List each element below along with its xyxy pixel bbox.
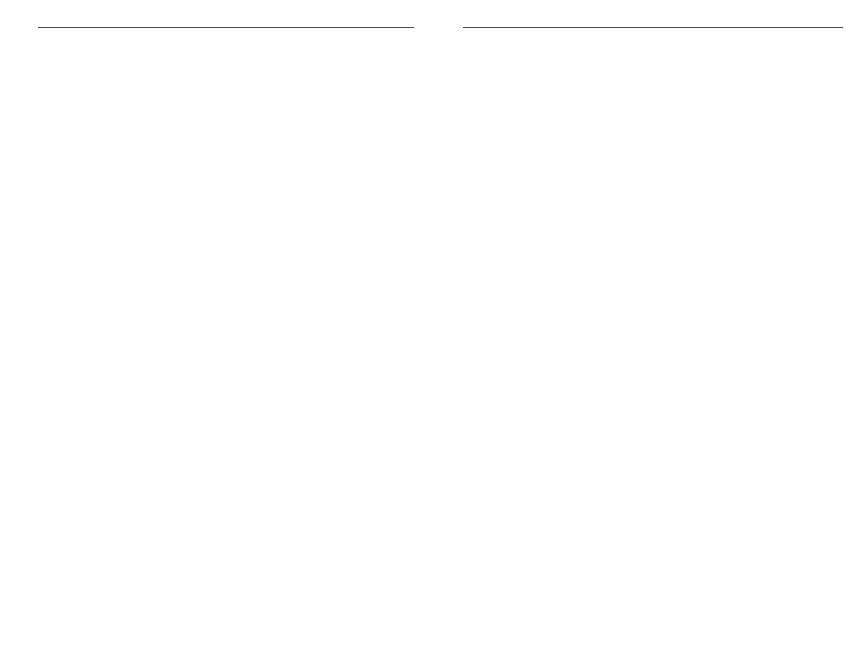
left-page: [38, 20, 414, 632]
right-page: [463, 20, 843, 632]
running-head-left: [38, 20, 414, 28]
bee-development-diagram: [463, 46, 843, 612]
running-head-right: [463, 20, 843, 28]
